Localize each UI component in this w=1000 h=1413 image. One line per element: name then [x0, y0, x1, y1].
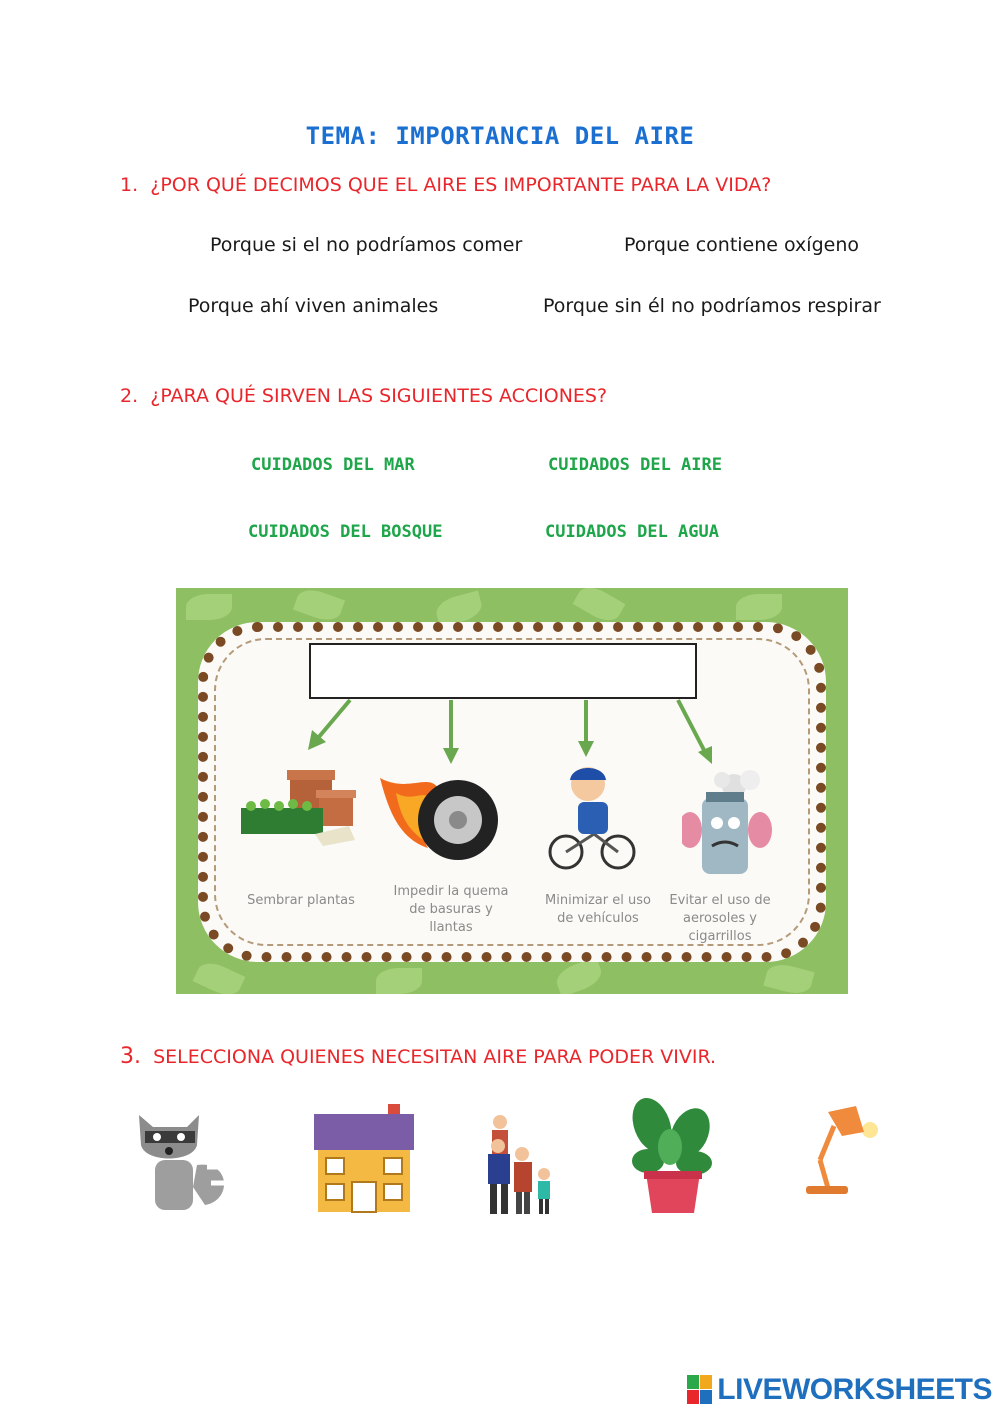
logo-text: LIVEWORKSHEETS	[717, 1373, 992, 1406]
logo-badge-icon	[687, 1375, 713, 1405]
arrow-1	[318, 700, 350, 738]
child-bicycle-icon	[548, 762, 638, 872]
liveworksheets-logo	[687, 1373, 992, 1407]
caption-2: Impedir la quema de basuras y llantas	[393, 884, 509, 935]
q3-number: 3.	[120, 1044, 141, 1069]
q2-option-bosque[interactable]: CUIDADOS DEL BOSQUE	[248, 522, 443, 542]
caption-3: Minimizar el uso de vehículos	[545, 893, 651, 926]
lamp-icon[interactable]	[798, 1102, 878, 1198]
page-title: TEMA: IMPORTANCIA DEL AIRE	[305, 122, 695, 150]
q2-text: ¿PARA QUÉ SIRVEN LAS SIGUIENTES ACCIONES?	[150, 385, 608, 407]
arrow-4	[678, 700, 705, 752]
burning-tire-icon	[378, 768, 503, 863]
q2-option-aire[interactable]: CUIDADOS DEL AIRE	[548, 455, 722, 475]
q3-heading	[120, 1044, 716, 1069]
q2-option-mar[interactable]: CUIDADOS DEL MAR	[251, 455, 415, 475]
q1-option-1[interactable]: Porque si el no podríamos comer	[210, 234, 523, 256]
raccoon-icon[interactable]	[135, 1105, 235, 1215]
house-icon[interactable]	[312, 1102, 417, 1214]
family-icon[interactable]	[478, 1104, 560, 1216]
q1-option-3[interactable]: Porque ahí viven animales	[188, 295, 439, 317]
caption-1: Sembrar plantas	[247, 893, 355, 908]
q1-option-4[interactable]: Porque sin él no podríamos respirar	[543, 295, 881, 317]
aerosol-can-icon	[682, 768, 782, 878]
q3-text: SELECCIONA QUIENES NECESITAN AIRE PARA PODER VIVIR.	[153, 1046, 717, 1068]
seedlings-pots-icon	[235, 768, 360, 853]
q2-option-agua[interactable]: CUIDADOS DEL AGUA	[545, 522, 719, 542]
plant-icon[interactable]	[628, 1095, 718, 1215]
q2-number: 2.	[120, 385, 139, 407]
q1-text: ¿POR QUÉ DECIMOS QUE EL AIRE ES IMPORTANTE PARA LA VIDA?	[150, 174, 772, 196]
caption-4: Evitar el uso de aerosoles y cigarrillos	[669, 893, 771, 944]
q1-number: 1.	[120, 174, 139, 196]
q1-option-2[interactable]: Porque contiene oxígeno	[624, 234, 859, 256]
